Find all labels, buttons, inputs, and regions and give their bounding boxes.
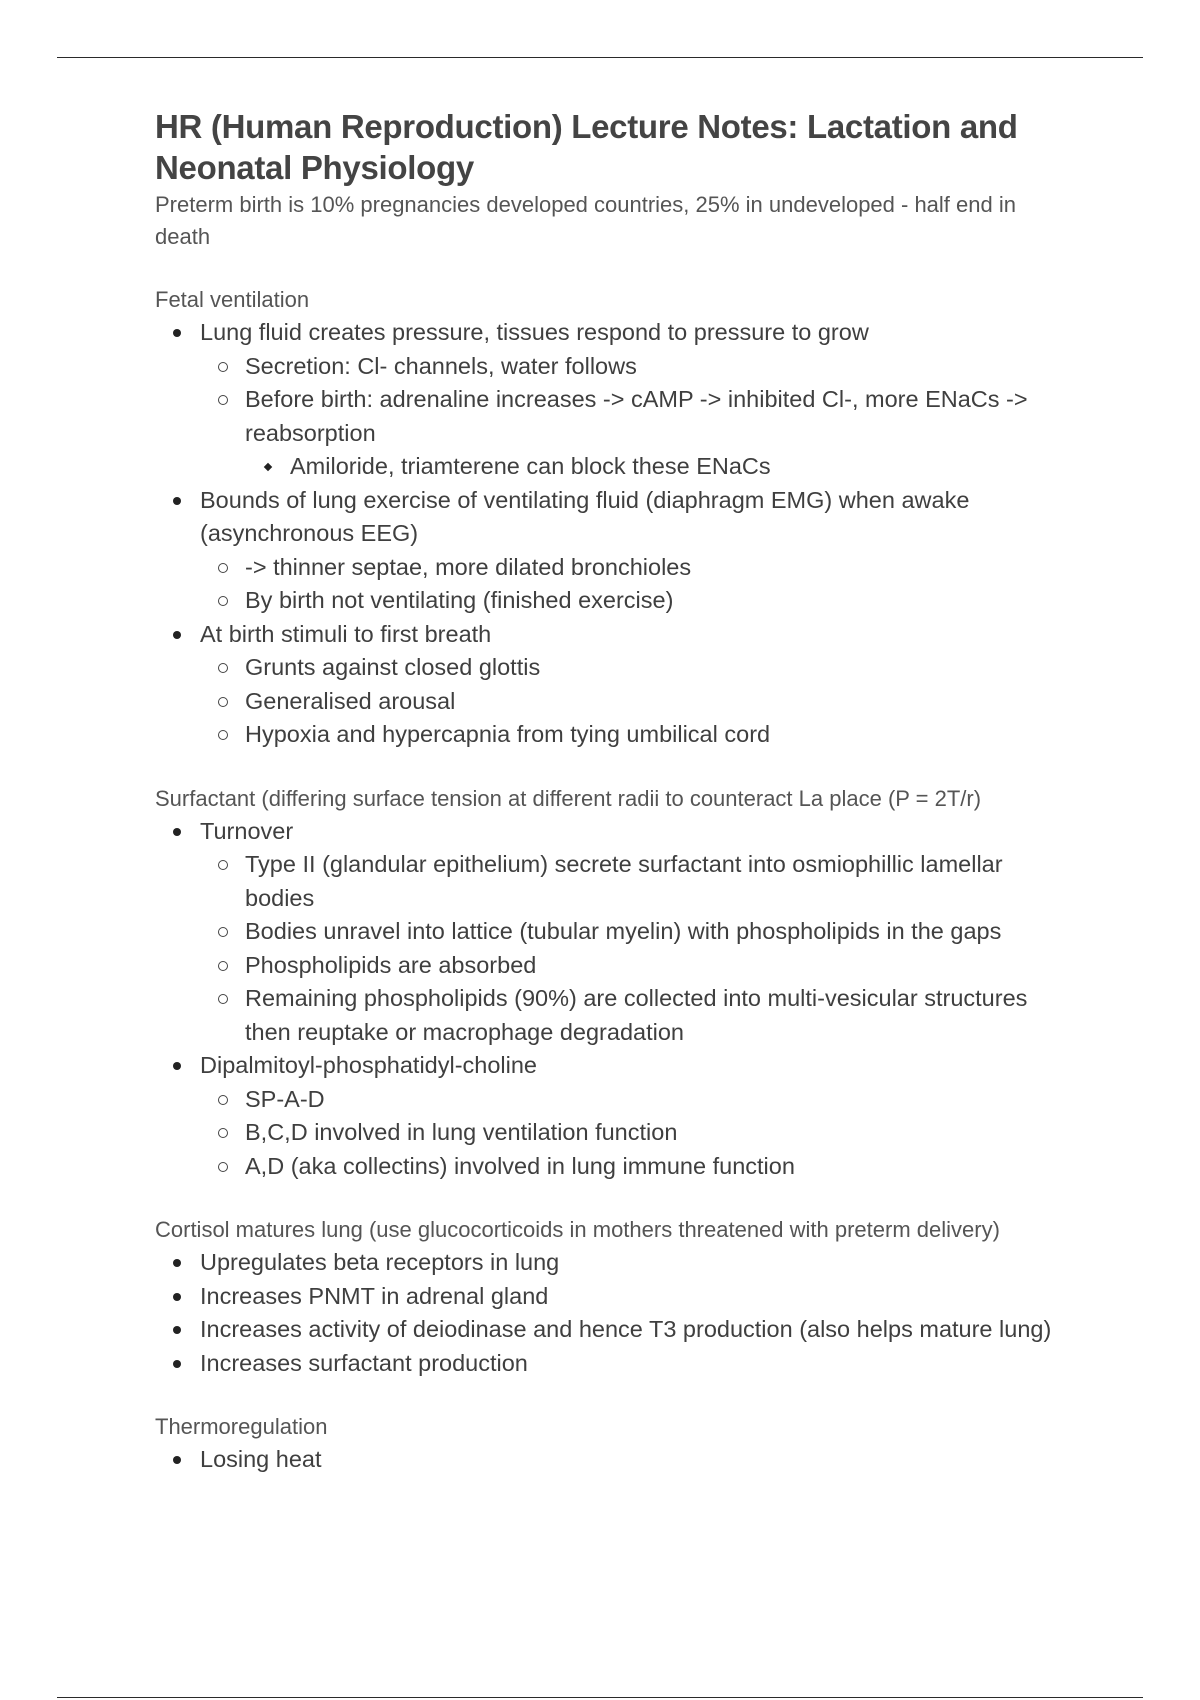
hollow-bullet-icon <box>218 994 228 1004</box>
list-item <box>200 982 1055 1049</box>
bullet-icon <box>173 828 181 836</box>
bullet-icon <box>173 1326 181 1334</box>
list-item-text: Secretion: Cl- channels, water follows <box>245 352 637 379</box>
list-item-text: Increases surfactant production <box>200 1349 528 1376</box>
list-item-text: B,C,D involved in lung ventilation function <box>245 1119 678 1145</box>
list-item-text: A,D (aka collectins) involved in lung immune function <box>245 1152 795 1179</box>
list-item <box>200 685 1055 719</box>
list-item-text: Increases activity of deiodinase and hence T3 production (also helps mature lung) <box>200 1316 1052 1342</box>
document-page <box>155 106 1055 1477</box>
hollow-bullet-icon <box>218 927 228 937</box>
intro-text: Preterm birth is 10% pregnancies developed countries, 25% in undeveloped - half end in death <box>155 192 1016 249</box>
bullet-list-level-2 <box>155 651 1055 752</box>
list-item-text: Generalised arousal <box>245 687 456 714</box>
bullet-list-level-3 <box>245 450 1055 484</box>
list-item-text: Upregulates beta receptors in lung <box>200 1249 560 1275</box>
bullet-icon <box>173 497 181 505</box>
hollow-bullet-icon <box>218 1128 228 1138</box>
list-item <box>155 1347 1055 1381</box>
list-item-text: Type II (glandular epithelium) secrete surfactant into osmiophillic lamellar bodies <box>245 851 1003 911</box>
list-item-text: Amiloride, triamterene can block these ENaCs <box>290 453 771 479</box>
bullet-icon <box>173 1293 181 1301</box>
list-item <box>200 350 1055 384</box>
hollow-bullet-icon <box>218 663 228 673</box>
list-item-text: Phospholipids are absorbed <box>245 951 537 978</box>
list-item <box>155 484 1055 618</box>
list-item <box>155 316 1055 484</box>
bullet-icon <box>173 329 181 337</box>
section-heading: Thermoregulation <box>155 1414 328 1439</box>
list-item <box>200 915 1055 949</box>
diamond-bullet-icon <box>264 463 272 471</box>
list-item <box>155 1246 1055 1280</box>
bullet-list-level-2 <box>155 551 1055 618</box>
hollow-bullet-icon <box>218 362 228 372</box>
hollow-bullet-icon <box>218 961 228 971</box>
list-item <box>200 718 1055 752</box>
section-3 <box>155 1411 1055 1477</box>
hollow-bullet-icon <box>218 860 228 870</box>
list-item <box>200 651 1055 685</box>
section-heading: Fetal ventilation <box>155 287 310 312</box>
hollow-bullet-icon <box>218 596 228 606</box>
bullet-icon <box>173 1360 181 1368</box>
section-2 <box>155 1214 1055 1380</box>
top-rule <box>57 57 1143 58</box>
list-item <box>155 1443 1055 1477</box>
list-item <box>200 1083 1055 1117</box>
list-item-text: Dipalmitoyl-phosphatidyl-choline <box>200 1052 537 1078</box>
section-heading: Surfactant (differing surface tension at different radii to counteract La place (P = 2T/r) <box>155 785 982 811</box>
bullet-list-level-1 <box>155 1443 1055 1477</box>
list-item <box>200 949 1055 983</box>
list-item <box>200 551 1055 585</box>
list-item <box>200 584 1055 618</box>
list-item-text: -> thinner septae, more dilated bronchioles <box>245 553 692 580</box>
bullet-icon <box>173 1062 181 1070</box>
list-item-text: Increases PNMT in adrenal gland <box>200 1282 549 1309</box>
bullet-icon <box>173 1259 181 1267</box>
hollow-bullet-icon <box>218 730 228 740</box>
list-item <box>245 450 1055 484</box>
list-item <box>155 1280 1055 1314</box>
sections-container <box>155 284 1055 1477</box>
list-item-text: At birth stimuli to first breath <box>200 620 492 647</box>
list-item-text: Turnover <box>200 817 294 844</box>
bullet-list-level-2 <box>155 1083 1055 1184</box>
list-item-text: Grunts against closed glottis <box>245 654 541 680</box>
bullet-icon <box>173 1456 181 1464</box>
hollow-bullet-icon <box>218 1095 228 1105</box>
hollow-bullet-icon <box>218 395 228 405</box>
section-1 <box>155 783 1055 1184</box>
list-item <box>155 1049 1055 1183</box>
list-item <box>200 383 1055 484</box>
list-item-text: Bodies unravel into lattice (tubular myelin) with phospholipids in the gaps <box>245 918 1002 944</box>
page-title: HR (Human Reproduction) Lecture Notes: Lactation and Neonatal Physiology <box>155 108 1018 186</box>
list-item-text: Losing heat <box>200 1446 322 1472</box>
hollow-bullet-icon <box>218 563 228 573</box>
bullet-icon <box>173 631 181 639</box>
section-heading: Cortisol matures lung (use glucocorticoids in mothers threatened with preterm delivery) <box>155 1217 1000 1242</box>
list-item-text: By birth not ventilating (finished exercise) <box>245 587 674 613</box>
bullet-list-level-1 <box>155 815 1055 1184</box>
list-item <box>200 1150 1055 1184</box>
list-item-text: Lung fluid creates pressure, tissues respond to pressure to grow <box>200 319 869 345</box>
list-item-text: Before birth: adrenaline increases -> cAMP -> inhibited Cl-, more ENaCs -> reabsorption <box>245 386 1028 446</box>
list-item-text: Hypoxia and hypercapnia from tying umbilical cord <box>245 721 771 747</box>
hollow-bullet-icon <box>218 1162 228 1172</box>
bullet-list-level-2 <box>155 848 1055 1049</box>
bottom-rule <box>57 1697 1143 1698</box>
list-item <box>155 618 1055 752</box>
list-item <box>155 1313 1055 1347</box>
bullet-list-level-1 <box>155 316 1055 752</box>
bullet-list-level-1 <box>155 1246 1055 1380</box>
list-item <box>200 1116 1055 1150</box>
list-item <box>200 848 1055 915</box>
hollow-bullet-icon <box>218 697 228 707</box>
section-0 <box>155 284 1055 752</box>
bullet-list-level-2 <box>155 350 1055 484</box>
list-item-text: SP-A-D <box>245 1085 325 1112</box>
list-item-text: Bounds of lung exercise of ventilating fluid (diaphragm EMG) when awake (asynchronous EEG) <box>200 486 970 546</box>
list-item-text: Remaining phospholipids (90%) are collected into multi-vesicular structures then reuptake or macrophage degradation <box>245 985 1028 1045</box>
list-item <box>155 815 1055 1050</box>
